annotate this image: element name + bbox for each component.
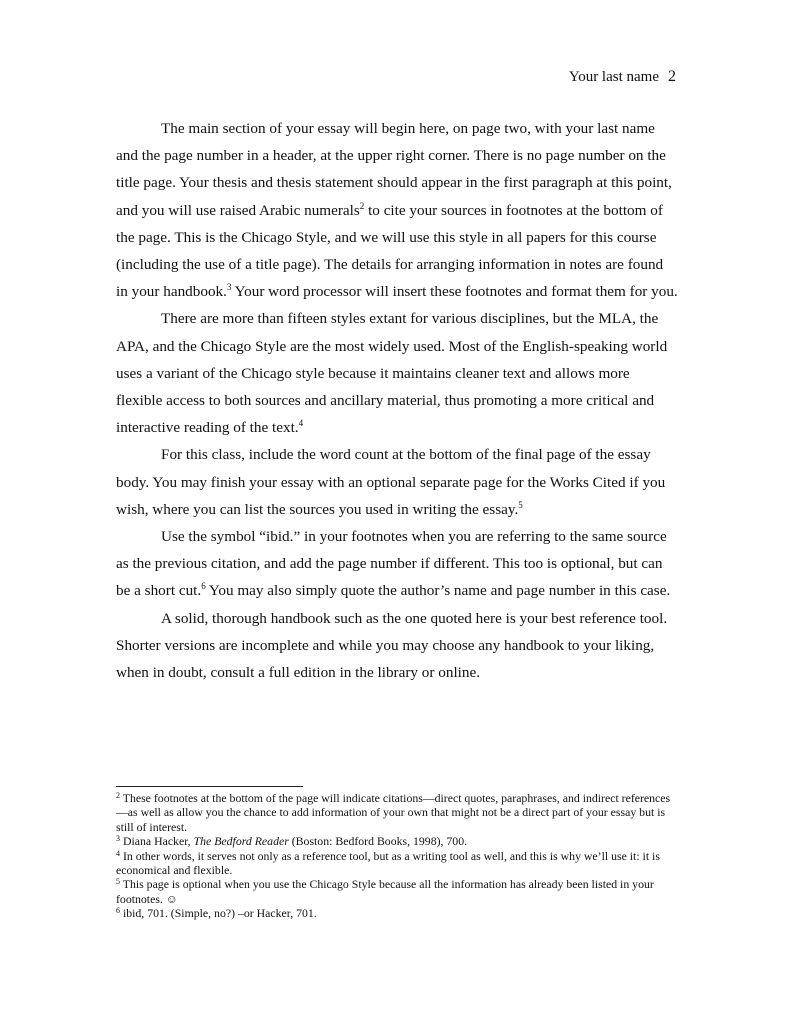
- footnote-text: Diana Hacker,: [122, 834, 194, 849]
- body-paragraph-4: [116, 523, 678, 605]
- footnote-2: [116, 791, 676, 834]
- book-title: The Bedford Reader: [193, 834, 289, 849]
- essay-body: [116, 115, 678, 686]
- footnote-number: 3: [116, 834, 120, 844]
- footnote-text: This page is optional when you use the Chicago Style because all the information has already been listed in your footnotes. ☺: [116, 877, 654, 906]
- footnote-number: 6: [116, 906, 120, 916]
- footnote-4: [116, 849, 676, 878]
- footnote-separator: [116, 786, 303, 787]
- header-last-name: Your last name: [568, 69, 659, 85]
- running-header: [569, 67, 676, 87]
- body-text: to cite your sources in footnotes at the bottom of the page. This is the Chicago Style, and we will use this style in all papers for this course (including the use of a title page). The details for arranging information in notes are found in your handbook.: [116, 201, 664, 301]
- footnote-text: (Boston: Bedford Books, 1998), 700.: [288, 834, 468, 849]
- footnote-number: 5: [116, 877, 120, 887]
- body-paragraph-1: [116, 115, 678, 305]
- body-paragraph-5: [116, 605, 678, 687]
- body-text: You may also simply quote the author’s name and page number in this case.: [205, 582, 671, 600]
- footnote-ref: 6: [201, 581, 206, 592]
- body-paragraph-3: [116, 441, 678, 523]
- header-page-number: 2: [668, 68, 676, 85]
- body-text: A solid, thorough handbook such as the one quoted here is your best reference tool. Shorter versions are incomplete and while you may choose any handbook to your liking, when in doubt, consult a full edition in the library or online.: [116, 609, 668, 682]
- body-paragraph-2: [116, 305, 678, 441]
- footnote-3: [116, 834, 676, 848]
- footnote-6: [116, 906, 676, 920]
- footnote-number: 2: [116, 791, 120, 800]
- footnote-number: 4: [116, 848, 120, 858]
- body-text: The main section of your essay will begin here, on page two, with your last name and the page number in a header, at the upper right corner. There is no page number on the title page. Your thesis and thesis statement should appear in the first paragraph at this point, and you will use raised Arabic numerals: [116, 120, 672, 219]
- footnote-text: ibid, 701. (Simple, no?) –or Hacker, 701.: [122, 906, 317, 921]
- body-text: For this class, include the word count at the bottom of the final page of the essay body. You may finish your essay with an optional separate page for the Works Cited if you wish, where you can list the sources you used in writing the essay.: [116, 446, 666, 518]
- body-text: Your word processor will insert these footnotes and format them for you.: [231, 283, 678, 301]
- footnote-5: [116, 877, 676, 906]
- footnote-ref: 3: [226, 282, 232, 293]
- footnotes: [116, 791, 676, 921]
- body-text: There are more than fifteen styles extant for various disciplines, but the MLA, the APA, and the Chicago Style are the most widely used. Most of the English-speaking world uses a variant of the Chicago style because it maintains cleaner text and allows more flexible access to both sources and ancillary material, thus promoting a more critical and interactive reading of the text.: [116, 310, 668, 437]
- footnote-ref: 4: [298, 418, 304, 429]
- body-text: Use the symbol “ibid.” in your footnotes when you are referring to the same source as the previous citation, and add the page number if different. This too is optional, but can be a short cut.: [116, 528, 667, 600]
- footnote-text: In other words, it serves not only as a reference tool, but as a writing tool as well, and this is why we’ll use it: it is economical and flexible.: [116, 848, 660, 878]
- footnote-text: These footnotes at the bottom of the page will indicate citations—direct quotes, paraphrases, and indirect references—as well as allow you the chance to add information of your own that might not be a direct part of your essay but is still of interest.: [116, 791, 671, 834]
- footnote-ref: 5: [518, 499, 523, 510]
- footnote-ref: 2: [359, 200, 365, 211]
